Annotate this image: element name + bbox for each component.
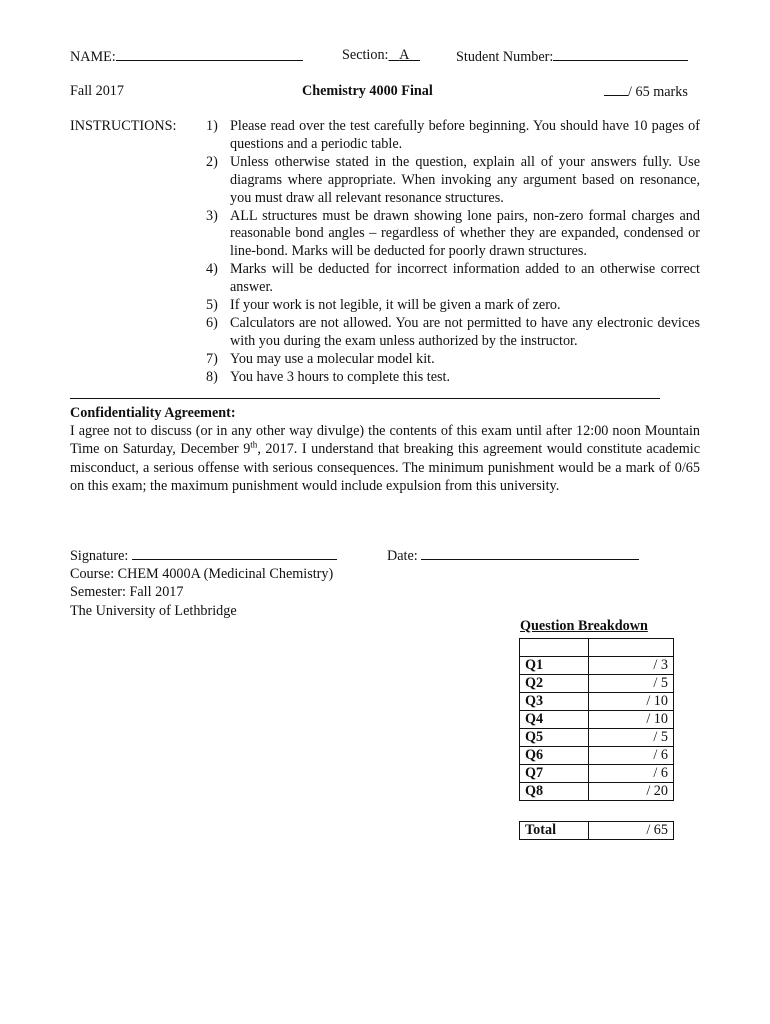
total-value: / 65 <box>589 822 674 840</box>
signature-blank[interactable] <box>132 546 337 560</box>
instruction-item: 1) Please read over the test carefully before beginning. You should have 10 pages of questions and a periodic table. <box>206 118 700 152</box>
instruction-item: 3) ALL structures must be drawn showing lone pairs, non-zero formal charges and reasonable bond angles – regardless of whether they are expanded, condensed or line-bond. Marks will be deducted for poorly drawn structures. <box>206 207 700 260</box>
student-number-label: Student Number: <box>456 49 554 65</box>
ordinal-suffix: th <box>250 439 258 450</box>
course-line: Course: CHEM 4000A (Medicinal Chemistry) <box>70 566 334 583</box>
total-marks-field <box>604 83 688 101</box>
section-value: A <box>399 47 410 63</box>
question-breakdown-table <box>519 638 674 801</box>
date-label: Date: <box>386 548 418 564</box>
university-line: The University of Lethbridge <box>70 602 237 619</box>
table-row: Q7 / 6 <box>520 765 674 783</box>
table-row <box>520 639 674 657</box>
instructions-label: INSTRUCTIONS: <box>70 118 177 134</box>
name-field[interactable] <box>70 47 303 66</box>
signature-block <box>70 546 639 620</box>
student-number-blank[interactable] <box>553 47 688 61</box>
confidentiality-heading: Confidentiality Agreement: <box>70 405 236 421</box>
table-row: Q8 / 20 <box>520 783 674 801</box>
marks-blank <box>604 83 628 96</box>
marks-label: / 65 marks <box>628 84 688 100</box>
term: Fall 2017 <box>70 83 124 99</box>
date-blank[interactable] <box>421 546 639 560</box>
question-breakdown-title: Question Breakdown <box>520 618 648 634</box>
semester-line: Semester: Fall 2017 <box>70 584 184 601</box>
student-number-field[interactable] <box>456 47 688 66</box>
instruction-item: 5) If your work is not legible, it will be given a mark of zero. <box>206 297 561 314</box>
confidentiality-section <box>70 404 700 495</box>
table-row: Q6 / 6 <box>520 747 674 765</box>
instruction-item: 2) Unless otherwise stated in the question, explain all of your answers fully. Use diagrams where appropriate. When invoking any argument based on resonance, you must draw all relevant resonance structures. <box>206 153 700 206</box>
instruction-item: 4) Marks will be deducted for incorrect information added to an otherwise correct answer. <box>206 261 700 296</box>
section-field <box>342 47 420 64</box>
table-row: Q4 / 10 <box>520 711 674 729</box>
table-row: Q2 / 5 <box>520 675 674 693</box>
instruction-item: 7) You may use a molecular model kit. <box>206 350 435 367</box>
name-blank[interactable] <box>116 47 303 61</box>
divider-rule <box>70 398 660 399</box>
total-row <box>520 822 674 840</box>
exam-title: Chemistry 4000 Final <box>302 83 433 99</box>
table-row: Q3 / 10 <box>520 693 674 711</box>
table-row: Q1 / 3 <box>520 657 674 675</box>
instruction-item: 6) Calculators are not allowed. You are not permitted to have any electronic devices with you during the exam unless authorized by the instructor. <box>206 314 700 349</box>
instructions-list <box>206 118 700 387</box>
signature-label: Signature: <box>70 548 129 564</box>
table-row: Q5 / 5 <box>520 729 674 747</box>
instruction-item: 8) You have 3 hours to complete this test. <box>206 368 451 385</box>
section-label: Section: <box>342 47 389 63</box>
total-table <box>519 821 674 840</box>
name-label: NAME: <box>70 49 116 65</box>
total-label: Total <box>520 822 589 840</box>
confidentiality-text: I agree not to discuss (or in any other way divulge) the contents of this exam until after 12:00 noon Mountain Time on Saturday, December 9th, 2017. I understand that breaking this agreement would constitute academic misconduct, a serious offense with serious consequences. The minimum punishment would be a mark of 0/65 on this exam; the maximum punishment would include expulsion from this university. <box>70 423 700 494</box>
